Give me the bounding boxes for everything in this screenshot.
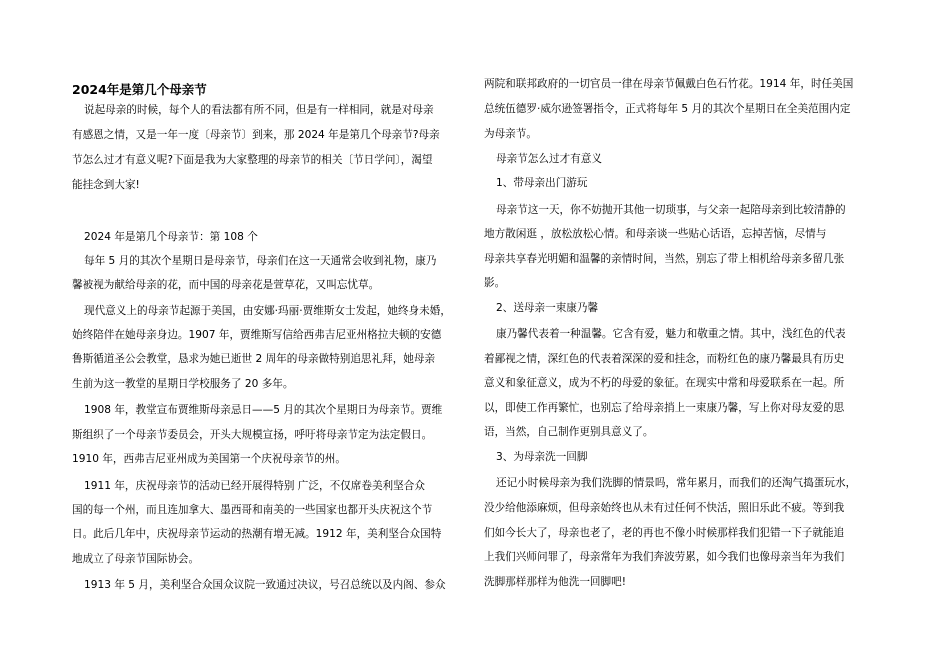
body-paragraph-line: 斯组织了一个母亲节委员会，开头大规模宣扬，呼吁将母亲节定为法定假日。 bbox=[72, 429, 433, 441]
body-paragraph-line: 鲁斯循道圣公会教堂，恳求为她已逝世 2 周年的母亲做特别追思礼拜，她母亲 bbox=[72, 353, 436, 365]
subsection-heading: 2、送母亲一束康乃馨 bbox=[496, 302, 599, 314]
body-paragraph-line: 生前为这一教堂的星期日学校服务了 20 多年。 bbox=[72, 378, 294, 390]
intro-paragraph-line: 能挂念到大家! bbox=[72, 179, 140, 191]
body-paragraph-line: 康乃馨代表着一种温馨。它含有爱，魅力和敬重之情。其中，浅红色的代表 bbox=[496, 328, 846, 340]
body-paragraph-line: 洗脚那样那样为他洗一回脚吧! bbox=[484, 576, 626, 588]
body-paragraph-line: 以，即使工作再繁忙，也别忘了给母亲捎上一束康乃馨，写上你对母友爱的思 bbox=[484, 402, 845, 414]
section-heading: 母亲节怎么过才有意义 bbox=[496, 153, 602, 165]
body-paragraph-line: 始终陪伴在她母亲身边。1907 年，贾维斯写信给西弗吉尼亚州格拉夫顿的安德 bbox=[72, 329, 442, 341]
body-paragraph-line: 1913 年 5 月，美利坚合众国众议院一致通过决议，号召总统以及内阁、参众 bbox=[84, 579, 446, 591]
body-paragraph-line: 影。 bbox=[484, 277, 506, 289]
subsection-heading: 3、为母亲洗一回脚 bbox=[496, 451, 588, 463]
right-column bbox=[484, 0, 884, 672]
body-paragraph-line: 母亲节这一天，你不妨抛开其他一切琐事，与父亲一起陪母亲到比较清静的 bbox=[496, 204, 846, 216]
body-paragraph-line: 现代意义上的母亲节起源于美国，由安娜·玛丽·贾维斯女士发起，她终身未婚， bbox=[84, 305, 451, 317]
section-heading: 2024 年是第几个母亲节：第 108 个 bbox=[84, 231, 258, 243]
body-paragraph-line: 地成立了母亲节国际协会。 bbox=[72, 553, 200, 565]
body-paragraph-line: 没少给他添麻烦，但母亲始终也从未有过任何不快活，照旧乐此不疲。等到我 bbox=[484, 502, 845, 514]
body-paragraph-line: 总统伍德罗·威尔逊签署指令，正式将每年 5 月的其次个星期日在全美范围内定 bbox=[484, 103, 851, 115]
body-paragraph-line: 语，当然，自己制作更别具意义了。 bbox=[484, 426, 654, 438]
body-paragraph-line: 日。此后几年中，庆祝母亲节运动的热潮有增无减。1912 年，美利坚合众国特 bbox=[72, 528, 442, 540]
body-paragraph-line: 1908 年，教堂宣布贾维斯母亲忌日——5 月的其次个星期日为母亲节。贾维 bbox=[84, 404, 443, 416]
body-paragraph-line: 还记小时候母亲为我们洗脚的情景吗，常年累月，而我们的还淘气捣蛋玩水， bbox=[496, 477, 857, 489]
document-title: 2024年是第几个母亲节 bbox=[72, 82, 207, 97]
left-column bbox=[72, 0, 472, 672]
body-paragraph-line: 为母亲节。 bbox=[484, 128, 537, 140]
body-paragraph-line: 两院和联邦政府的一切官员一律在母亲节佩戴白色石竹花。1914 年，时任美国 bbox=[484, 78, 854, 90]
intro-paragraph-line: 节怎么过才有意义呢?下面是我为大家整理的母亲节的相关〔节日学问〕，渴望 bbox=[72, 154, 433, 166]
body-paragraph-line: 们如今长大了，母亲也老了，老的再也不像小时候那样我们犯错一下子就能追 bbox=[484, 527, 845, 539]
intro-paragraph-line: 有感恩之情，又是一年一度〔母亲节〕到来，那 2024 年是第几个母亲节?母亲 bbox=[72, 129, 440, 141]
body-paragraph-line: 国的每一个州，而且连加拿大、墨西哥和南美的一些国家也都开头庆祝这个节 bbox=[72, 504, 433, 516]
body-paragraph-line: 馨被视为献给母亲的花，而中国的母亲花是萱草花，又叫忘忧草。 bbox=[72, 279, 380, 291]
body-paragraph-line: 上我们兴师问罪了，母亲常年为我们奔波劳累，如今我们也像母亲当年为我们 bbox=[484, 551, 845, 563]
body-paragraph-line: 着鄙视之情，深红色的代表着深深的爱和挂念，而粉红色的康乃馨最具有历史 bbox=[484, 353, 845, 365]
body-paragraph-line: 母亲共享春光明媚和温馨的亲情时间，当然，别忘了带上相机给母亲多留几张 bbox=[484, 253, 845, 265]
body-paragraph-line: 1911 年，庆祝母亲节的活动已经开展得特别 广泛，不仅席卷美利坚合众 bbox=[84, 480, 425, 492]
intro-paragraph-line: 说起母亲的时候，每个人的看法都有所不同，但是有一样相同，就是对母亲 bbox=[84, 104, 434, 116]
body-paragraph-line: 1910 年，西弗吉尼亚州成为美国第一个庆祝母亲节的州。 bbox=[72, 453, 346, 465]
body-paragraph-line: 每年 5 月的其次个星期日是母亲节，母亲们在这一天通常会收到礼物，康乃 bbox=[84, 255, 437, 267]
body-paragraph-line: 意义和象征意义，成为不朽的母爱的象征。在现实中常和母爱联系在一起。所 bbox=[484, 377, 845, 389]
subsection-heading: 1、带母亲出门游玩 bbox=[496, 177, 588, 189]
body-paragraph-line: 地方散闲逛 ，放松放松心情。和母亲谈一些贴心话语，忘掉苦恼，尽情与 bbox=[484, 228, 827, 240]
